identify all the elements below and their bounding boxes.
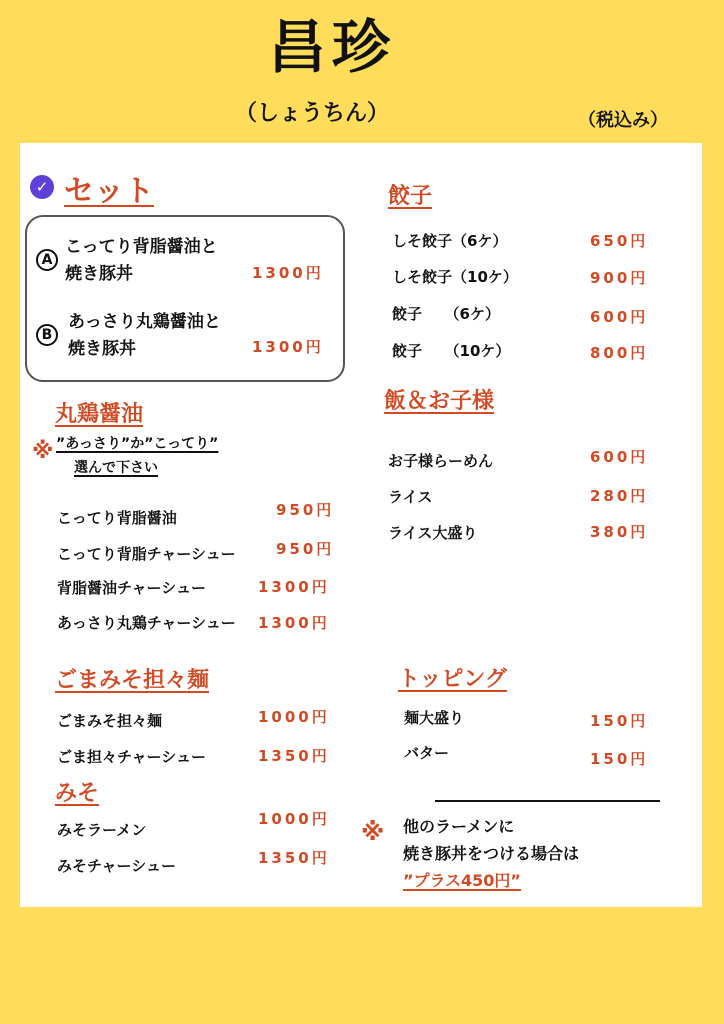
menu-item-price: 600円 (590, 308, 649, 326)
menu-item-name: お子様らーめん (388, 452, 494, 470)
set-item-a-name (65, 234, 218, 288)
menu-item-name: 麺大盛り (404, 709, 465, 727)
menu-item-name: 背脂醤油チャーシュー (57, 579, 206, 597)
menu-item-name: 餃子 （6ケ） (392, 305, 500, 323)
menu-item-name: バター (404, 744, 450, 762)
topping-heading: トッピング (398, 667, 507, 692)
bottom-note (403, 813, 579, 895)
marudori-note-line2: 選んで下さい (74, 459, 158, 476)
marudori-note-line1: ”あっさり”か”こってり” (56, 436, 219, 452)
menu-item-price: 1350円 (258, 849, 330, 867)
menu-item-price: 1000円 (258, 810, 330, 828)
menu-item-price: 380円 (590, 523, 649, 541)
tax-note: （税込み） (578, 110, 668, 131)
menu-item-name: ライス大盛り (388, 524, 478, 542)
menu-item-price: 150円 (590, 750, 649, 768)
title-reading: （しょうちん） (234, 101, 389, 126)
set-item-b-price: 1300円 (252, 338, 324, 356)
menu-item-price: 900円 (590, 269, 649, 287)
set-item-b-name (68, 309, 221, 363)
menu-item-name: 餃子 （10ケ） (392, 342, 511, 360)
menu-item-name: ごまみそ担々麺 (57, 712, 163, 730)
menu-item-name: ごま担々チャーシュー (57, 748, 206, 766)
menu-item-price: 280円 (590, 487, 649, 505)
menu-item-name: ライス (388, 488, 433, 506)
check-circle-icon: ✓ (30, 175, 54, 199)
menu-item-price: 1350円 (258, 747, 330, 765)
set-item-a-price: 1300円 (252, 264, 324, 282)
menu-item-name: あっさり丸鶏チャーシュー (57, 614, 236, 632)
gyoza-heading: 餃子 (388, 184, 433, 209)
menu-item-price: 150円 (590, 712, 649, 730)
menu-item-price: 950円 (276, 501, 335, 519)
goma-heading: ごまみそ担々麺 (55, 668, 210, 693)
restaurant-title: 昌珍 (267, 13, 396, 81)
set-marker-b: B (36, 324, 58, 346)
menu-item-price: 1300円 (258, 578, 330, 596)
set-item-b-line2: 焼き豚丼 (68, 339, 136, 360)
menu-item-price: 800円 (590, 344, 649, 362)
bottom-note-line3: ”プラス450円” (403, 871, 521, 891)
menu-item-name: こってり背脂チャーシュー (57, 545, 236, 563)
bottom-note-line2: 焼き豚丼をつける場合は (403, 844, 580, 864)
set-item-a-line2: 焼き豚丼 (65, 264, 133, 285)
marudori-heading: 丸鶏醤油 (55, 402, 144, 427)
menu-item-price: 1300円 (258, 614, 330, 632)
set-item-b-line1: あっさり丸鶏醤油と (68, 312, 221, 332)
menu-item-name: みそラーメン (57, 821, 147, 839)
reference-mark-icon: ※ (32, 439, 54, 464)
menu-item-price: 950円 (276, 540, 335, 558)
menu-item-price: 1000円 (258, 708, 330, 726)
reference-mark-icon: ※ (361, 818, 385, 846)
menu-item-name: みそチャーシュー (57, 857, 176, 875)
menu-item-name: しそ餃子（6ケ） (392, 232, 508, 250)
menu-item-name: しそ餃子（10ケ） (392, 268, 518, 286)
menu-item-price: 650円 (590, 232, 649, 250)
menu-item-name: こってり背脂醤油 (57, 509, 177, 527)
set-marker-a: A (36, 249, 58, 271)
rice-heading: 飯＆お子様 (384, 389, 495, 414)
menu-item-price: 600円 (590, 448, 649, 466)
miso-heading: みそ (55, 781, 100, 806)
set-heading: セット (64, 174, 154, 209)
marudori-note (56, 433, 218, 481)
set-item-a-line1: こってり背脂醤油と (65, 237, 218, 257)
divider-line (435, 800, 660, 802)
bottom-note-line1: 他のラーメンに (403, 817, 515, 836)
